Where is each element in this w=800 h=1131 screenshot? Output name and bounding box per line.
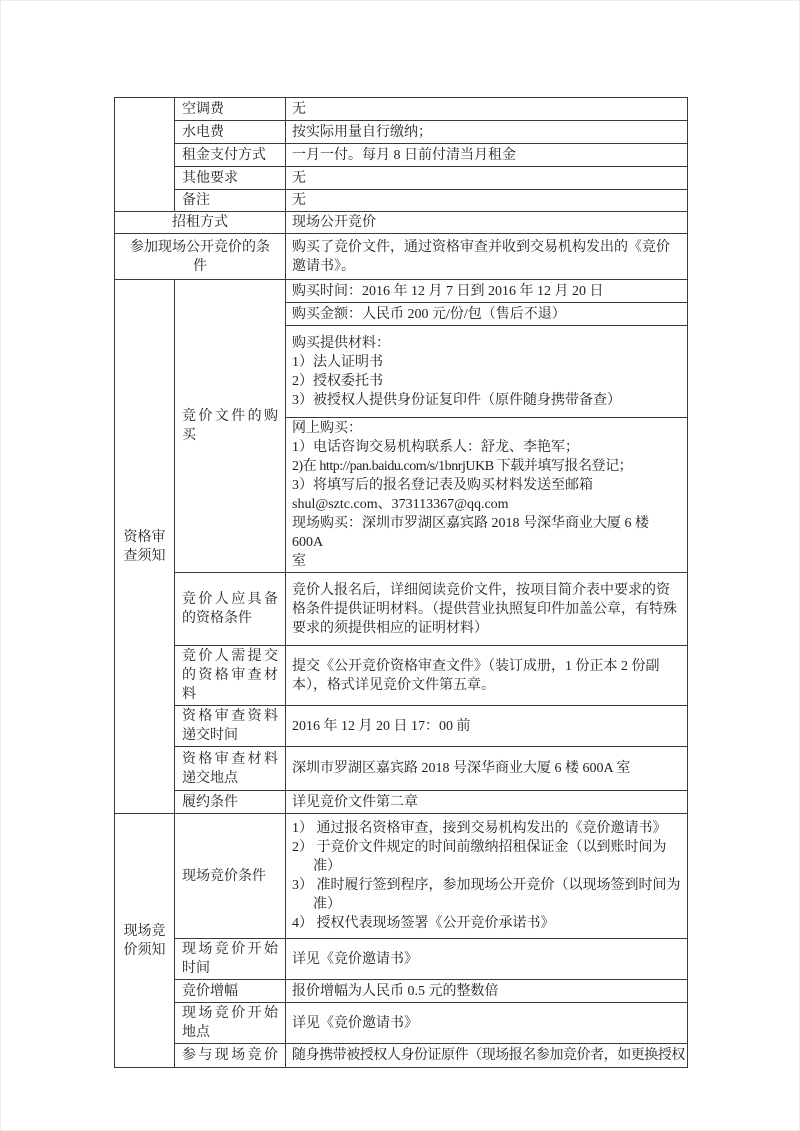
- submission-location-label: 资格审查材料递交地点: [175, 747, 286, 791]
- bidding-start-location-value: 详见《竞价邀请书》: [286, 1003, 688, 1044]
- onsite-bidding-section-title: 现场竞价须知: [115, 814, 175, 1068]
- utilities-fee-label: 水电费: [175, 121, 286, 144]
- onsite-participation-label: 参与现场竞价: [175, 1044, 286, 1068]
- bidding-start-location-label: 现场竞价开始地点: [175, 1003, 286, 1044]
- purchase-materials-line: 1）法人证明书: [292, 354, 383, 370]
- purchase-channels-line: 现场购买：深圳市罗湖区嘉宾路 2018 号深华商业大厦 6 楼 600A: [292, 516, 649, 550]
- purchase-amount-value: 购买金额：人民币 200 元/份/包（售后不退）: [286, 303, 688, 326]
- other-requirements-label: 其他要求: [175, 167, 286, 190]
- rent-payment-method-value: 一月一付。每月 8 日前付清当月租金: [286, 144, 688, 167]
- previous-section-spacer-cell: [115, 98, 175, 212]
- bidding-start-time-value: 详见《竞价邀请书》: [286, 939, 688, 980]
- onsite-condition-item: 1） 通过报名资格审查，接到交易机构发出的《竞价邀请书》: [292, 821, 667, 836]
- submission-location-value: 深圳市罗湖区嘉宾路 2018 号深华商业大厦 6 楼 600A 室: [286, 747, 688, 791]
- purchase-channels-line: 室: [292, 554, 306, 569]
- onsite-condition-item: 3） 准时履行签到程序，参加现场公开竞价（以现场签到时间为准）: [292, 878, 681, 912]
- aircon-fee-label: 空调费: [175, 98, 286, 121]
- purchase-materials-line: 购买提供材料：: [292, 335, 390, 351]
- purchase-channels-line: 网上购买：: [292, 421, 362, 436]
- bid-increment-label: 竞价增幅: [175, 980, 286, 1003]
- performance-conditions-label: 履约条件: [175, 791, 286, 814]
- participation-condition-value: 购买了竞价文件，通过资格审查并收到交易机构发出的《竞价邀请书》。: [286, 234, 688, 280]
- onsite-participation-value: [286, 1044, 688, 1068]
- purchase-channels-value: [286, 418, 688, 573]
- onsite-condition-item: 2） 于竞价文件规定的时间前缴纳招租保证金（以到账时间为准）: [292, 840, 667, 874]
- review-materials-label: 竞价人需提交的资格审查材料: [175, 646, 286, 706]
- rent-payment-method-label: 租金支付方式: [175, 144, 286, 167]
- tender-notice-table: [114, 97, 688, 1068]
- onsite-condition-item: 4） 授权代表现场签署《公开竞价承诺书》: [292, 916, 555, 931]
- purchase-materials-line: 2）授权委托书: [292, 373, 383, 389]
- purchase-channels-line: 3）将填写后的报名登记表及购买材料发送至邮箱: [292, 478, 593, 493]
- onsite-bidding-conditions-value: [286, 814, 688, 939]
- bid-document-purchase-label: 竞价文件的购买: [175, 280, 286, 573]
- purchase-materials-line: 3）被授权人提供身份证复印件（原件随身携带备查）: [292, 392, 621, 408]
- submission-deadline-value: 2016 年 12 月 20 日 17：00 前: [286, 706, 688, 747]
- aircon-fee-value: 无: [286, 98, 688, 121]
- utilities-fee-value: 按实际用量自行缴纳；: [286, 121, 688, 144]
- performance-conditions-value: 详见竞价文件第二章: [286, 791, 688, 814]
- purchase-channels-url-line: 2)在 http://pan.baidu.com/s/1bnrjUKB 下载并填写报名登记；: [292, 459, 633, 474]
- bidding-start-time-label: 现场竞价开始时间: [175, 939, 286, 980]
- remarks-value: 无: [286, 190, 688, 212]
- bid-increment-value: 报价增幅为人民币 0.5 元的整数倍: [286, 980, 688, 1003]
- leasing-method-label: 招租方式: [115, 212, 286, 234]
- remarks-label: 备注: [175, 190, 286, 212]
- qualification-review-section-title: 资格审查须知: [115, 280, 175, 814]
- purchase-materials-value: [286, 326, 688, 418]
- purchase-channels-email-line: shul@sztc.com、373113367@qq.com: [292, 497, 509, 512]
- review-materials-value: 提交《公开竞价资格审查文件》（装订成册，1 份正本 2 份副本），格式详见竞价文件第五章。: [286, 646, 688, 706]
- bidder-qualification-requirements-label: 竞价人应具备的资格条件: [175, 573, 286, 646]
- leasing-method-value: 现场公开竞价: [286, 212, 688, 234]
- other-requirements-value: 无: [286, 167, 688, 190]
- purchase-time-value: 购买时间：2016 年 12 月 7 日到 2016 年 12 月 20 日: [286, 280, 688, 303]
- onsite-participation-line: 随身携带被授权人身份证原件（现场报名参加竞价者，如更换授权: [292, 1048, 685, 1063]
- bidder-qualification-requirements-value: 竞价人报名后，详细阅读竞价文件，按项目简介表中要求的资格条件提供证明材料。（提供营业执照复印件加盖公章，有特殊要求的须提供相应的证明材料）: [286, 573, 688, 646]
- submission-deadline-label: 资格审查资料递交时间: [175, 706, 286, 747]
- participation-condition-label: 参加现场公开竞价的条件: [115, 234, 286, 280]
- onsite-bidding-conditions-label: 现场竞价条件: [175, 814, 286, 939]
- purchase-channels-line: 1）电话咨询交易机构联系人：舒龙、李艳军；: [292, 440, 579, 455]
